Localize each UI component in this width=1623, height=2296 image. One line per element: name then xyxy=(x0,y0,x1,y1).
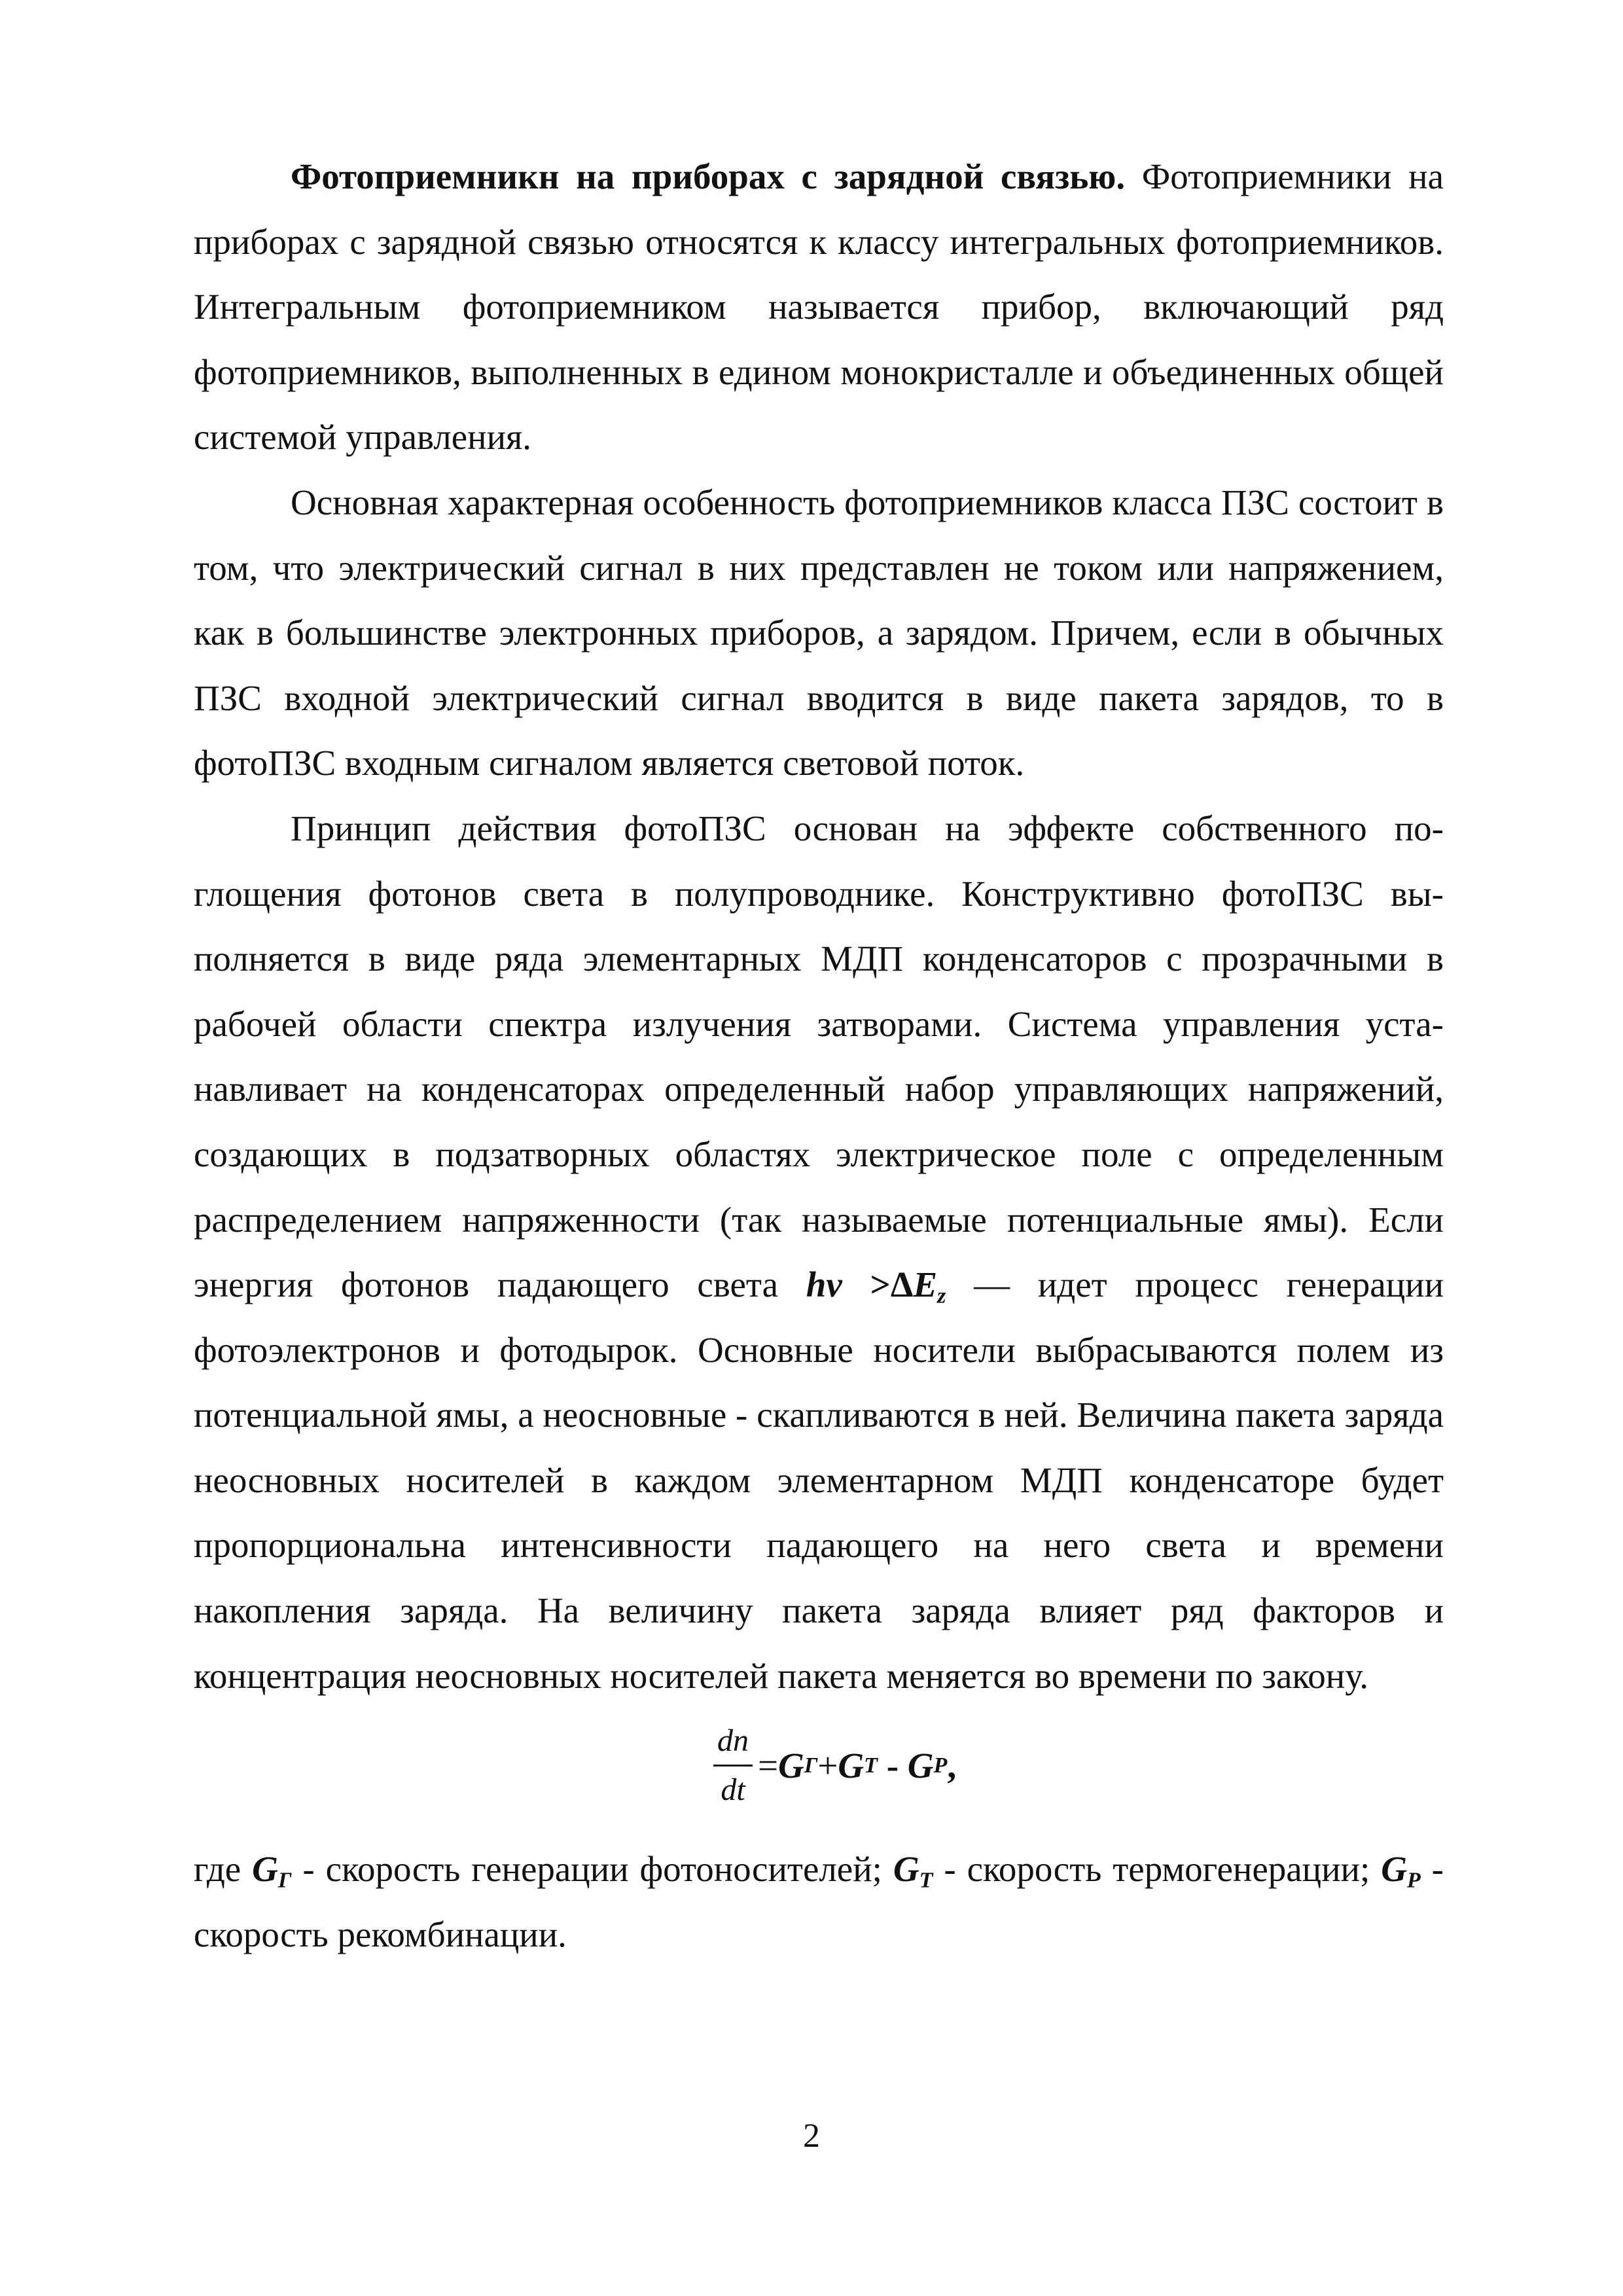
fraction-numerator: dn xyxy=(713,1720,753,1767)
legend-g-gen-desc: - скорость генерации фотоносителей; xyxy=(291,1849,893,1890)
equals-sign: = xyxy=(758,1746,779,1786)
fraction-denominator: dt xyxy=(721,1772,745,1808)
legend-g-therm-symbol: G xyxy=(893,1849,919,1890)
legend-g-therm-subscript: T xyxy=(919,1868,933,1893)
paragraph-text: — идет процесс генерации фотоэлектронов и фотодырок. Основные носители выбрасываются полем из потенциальной ямы, а неосновные - скапливаются в ней. Величина пакета заряда неосновных носителей в каждом элементарном МДП конденсаторе будет пропорциональна интенсивности падающего на него света и времени накопления заряда. На величину пакета заряда влияет ряд факторов и концентрация неосновных носителей пакета меняется во времени по закону. xyxy=(194,1265,1444,1696)
minus-sign: - xyxy=(877,1746,908,1786)
g-gen-symbol: G xyxy=(778,1746,804,1786)
paragraph-ccd-principle xyxy=(194,796,1444,1708)
plus-sign: + xyxy=(817,1746,838,1786)
legend-g-gen-subscript: Г xyxy=(277,1868,292,1893)
formula-legend xyxy=(194,1837,1444,1967)
page-number: 2 xyxy=(803,2117,820,2155)
paragraph-ccd-intro xyxy=(194,144,1444,470)
g-rec-symbol: G xyxy=(907,1746,934,1786)
document-body xyxy=(194,144,1444,1967)
legend-g-therm-desc: - скорость термогенерации; xyxy=(933,1849,1382,1890)
legend-where: где xyxy=(194,1849,253,1890)
paragraph-text: Фотоприемники на приборах с зарядной связью относятся к классу интегральных фотоприемников. Интегральным фотоприемником называется прибор, включающий ряд фотоприемников, выполненных в едином монокристалле и объединенных общей системой управления. xyxy=(194,156,1444,457)
photon-energy-symbol: hν xyxy=(806,1265,842,1305)
energy-gap-subscript: z xyxy=(937,1283,946,1308)
paragraph-text: Основная характерная особенность фотоприемников класса ПЗС состоит в том, что электрический сигнал в них представлен не током или напряжением, как в большинстве электронных приборов, а зарядом. Причем, если в обычных ПЗС входной электрический сигнал вводится в виде пакета зарядов, то в фотоПЗС входным сигналом является световой поток. xyxy=(194,482,1444,783)
rate-equation: $\frac{dn}{dt}$ = G Г + G T - G P , xyxy=(194,1708,1444,1837)
legend-g-rec-symbol: G xyxy=(1381,1849,1407,1890)
legend-g-rec-desc: - скорость рекомбинации. xyxy=(194,1849,1444,1954)
legend-g-rec-subscript: P xyxy=(1406,1868,1421,1893)
energy-gap-symbol: E xyxy=(913,1265,938,1305)
formula-comma: , xyxy=(947,1746,957,1786)
paragraph-text: Принцип действия фотоПЗС основан на эффекте собственного поглощения фотонов света в полупроводнике. Конструктивно фотоПЗС выполняется в виде ряда элементарных МДП конденсаторов с прозрачными в рабочей области спектра излучения затворами. Система управления устанавливает на конденсаторах определенный набор управляющих напряжений, создающих в подзатворных областях электрическое поле с определенным распределением напряженности (так называемые потенциальные ямы). Если энергия фотонов падающего света xyxy=(194,808,1444,1305)
delta-symbol: Δ xyxy=(890,1265,914,1305)
paragraph-ccd-feature xyxy=(194,470,1444,796)
section-title: Фотоприемникн на приборах с зарядной связью. xyxy=(291,156,1126,196)
derivative-fraction xyxy=(713,1720,753,1811)
greater-than-sign: > xyxy=(842,1265,891,1305)
g-therm-symbol: G xyxy=(838,1746,865,1786)
legend-g-gen-symbol: G xyxy=(252,1849,278,1890)
